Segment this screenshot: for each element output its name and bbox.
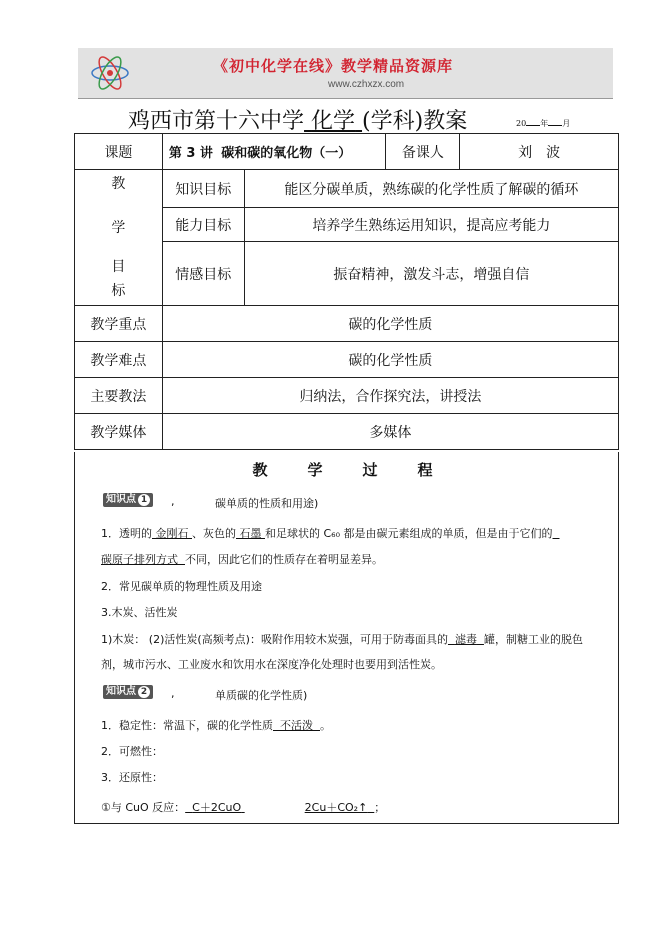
atom-logo-icon <box>88 54 132 92</box>
ability-goal-label: 能力目标 <box>162 208 244 242</box>
knowledge-goal: 能区分碳单质，熟练碳的化学性质了解碳的循环 <box>244 170 618 208</box>
emotion-goal-label: 情感目标 <box>162 242 244 306</box>
ability-goal: 培养学生熟练运用知识，提高应考能力 <box>244 208 618 242</box>
text-line-6: 剂，城市污水、工业废水和饮用水在深度净化处理时也要用到活性炭。 <box>101 658 442 671</box>
lesson-label: 课题 <box>75 134 163 170</box>
preparer-name: 刘 波 <box>460 134 619 170</box>
date-field: 20 年 月 <box>516 119 571 128</box>
header-banner <box>78 48 613 99</box>
preparer-label: 备课人 <box>386 134 460 170</box>
process-title: 教 学 过 程 <box>252 461 441 479</box>
teaching-method: 归纳法，合作探究法，讲授法 <box>162 378 618 414</box>
text-line-9: 3．还原性： <box>101 771 163 784</box>
method-label: 主要教法 <box>75 378 163 414</box>
teaching-goals-label: 教 学 目 标 <box>75 170 163 306</box>
text-line-8: 2．可燃性： <box>101 745 163 758</box>
difficulty-label: 教学难点 <box>75 342 163 378</box>
banner-url: www.czhxzx.com <box>328 79 405 90</box>
emotion-goal: 振奋精神，激发斗志，增强自信 <box>244 242 618 306</box>
text-line-5: 1)木炭： (2)活性炭(高频考点)：吸附作用较木炭强，可用于防毒面具的 滤毒 罐，制糖工业的脱色 <box>101 633 583 646</box>
teaching-process-section: 教 学 过 程 知识点 1 , 碳单质的性质和用途) 1．透明的 金刚石 、灰色的 石墨 和足球状的 C₆₀ 都是由碳元素组成的单质，但是由于它们的 碳原子排列方式 不同，因此它们的性质存在着明显差异。 2．常见碳单质的物理性质及用途 3.木炭、活性炭 1)木炭： (2)活性炭(高频考点)：吸附作用较木炭强，可用于防毒面具的 滤毒 罐，制糖工业的脱色 剂，城市污水、工业废水和饮用水在深度净化处理时也要用到活性炭。 知识点 2 , 单质碳的化学性质) 1．稳定性：常温下，碳的化学性质 不活泼 。 2．可燃性： 3．还原性： ①与 CuO 反应： C＋2CuO 2Cu＋CO₂↑ ； <box>74 452 619 824</box>
text-line-10: ①与 CuO 反应： C＋2CuO 2Cu＋CO₂↑ ； <box>101 801 386 814</box>
text-line-3: 2．常见碳单质的物理性质及用途 <box>101 580 262 593</box>
key-point: 碳的化学性质 <box>162 306 618 342</box>
key-point-label: 教学重点 <box>75 306 163 342</box>
point1-title: 碳单质的性质和用途) <box>215 497 319 510</box>
subject-name: 化学 <box>311 109 356 134</box>
knowledge-point-badge-1: 知识点 1 <box>103 493 153 507</box>
text-line-7: 1．稳定性：常温下，碳的化学性质 不活泼 。 <box>101 719 331 732</box>
knowledge-goal-label: 知识目标 <box>162 170 244 208</box>
lesson-title: 第 3 讲 碳和碳的氧化物（一） <box>162 134 386 170</box>
text-line-2: 碳原子排列方式 不同，因此它们的性质存在着明显差异。 <box>101 553 383 566</box>
teaching-media: 多媒体 <box>162 414 618 450</box>
lesson-plan-table <box>74 133 619 450</box>
difficulty: 碳的化学性质 <box>162 342 618 378</box>
text-line-1: 1．透明的 金刚石 、灰色的 石墨 和足球状的 C₆₀ 都是由碳元素组成的单质，但是由于它们的 <box>101 527 553 540</box>
knowledge-point-badge-2: 知识点 2 <box>103 685 153 699</box>
media-label: 教学媒体 <box>75 414 163 450</box>
page-title: 鸡西市第十六中学 化学 (学科)教案 <box>128 109 468 134</box>
banner-title: 《初中化学在线》教学精品资源库 <box>213 57 454 75</box>
text-line-4: 3.木炭、活性炭 <box>101 606 178 619</box>
point2-title: 单质碳的化学性质) <box>215 689 308 702</box>
